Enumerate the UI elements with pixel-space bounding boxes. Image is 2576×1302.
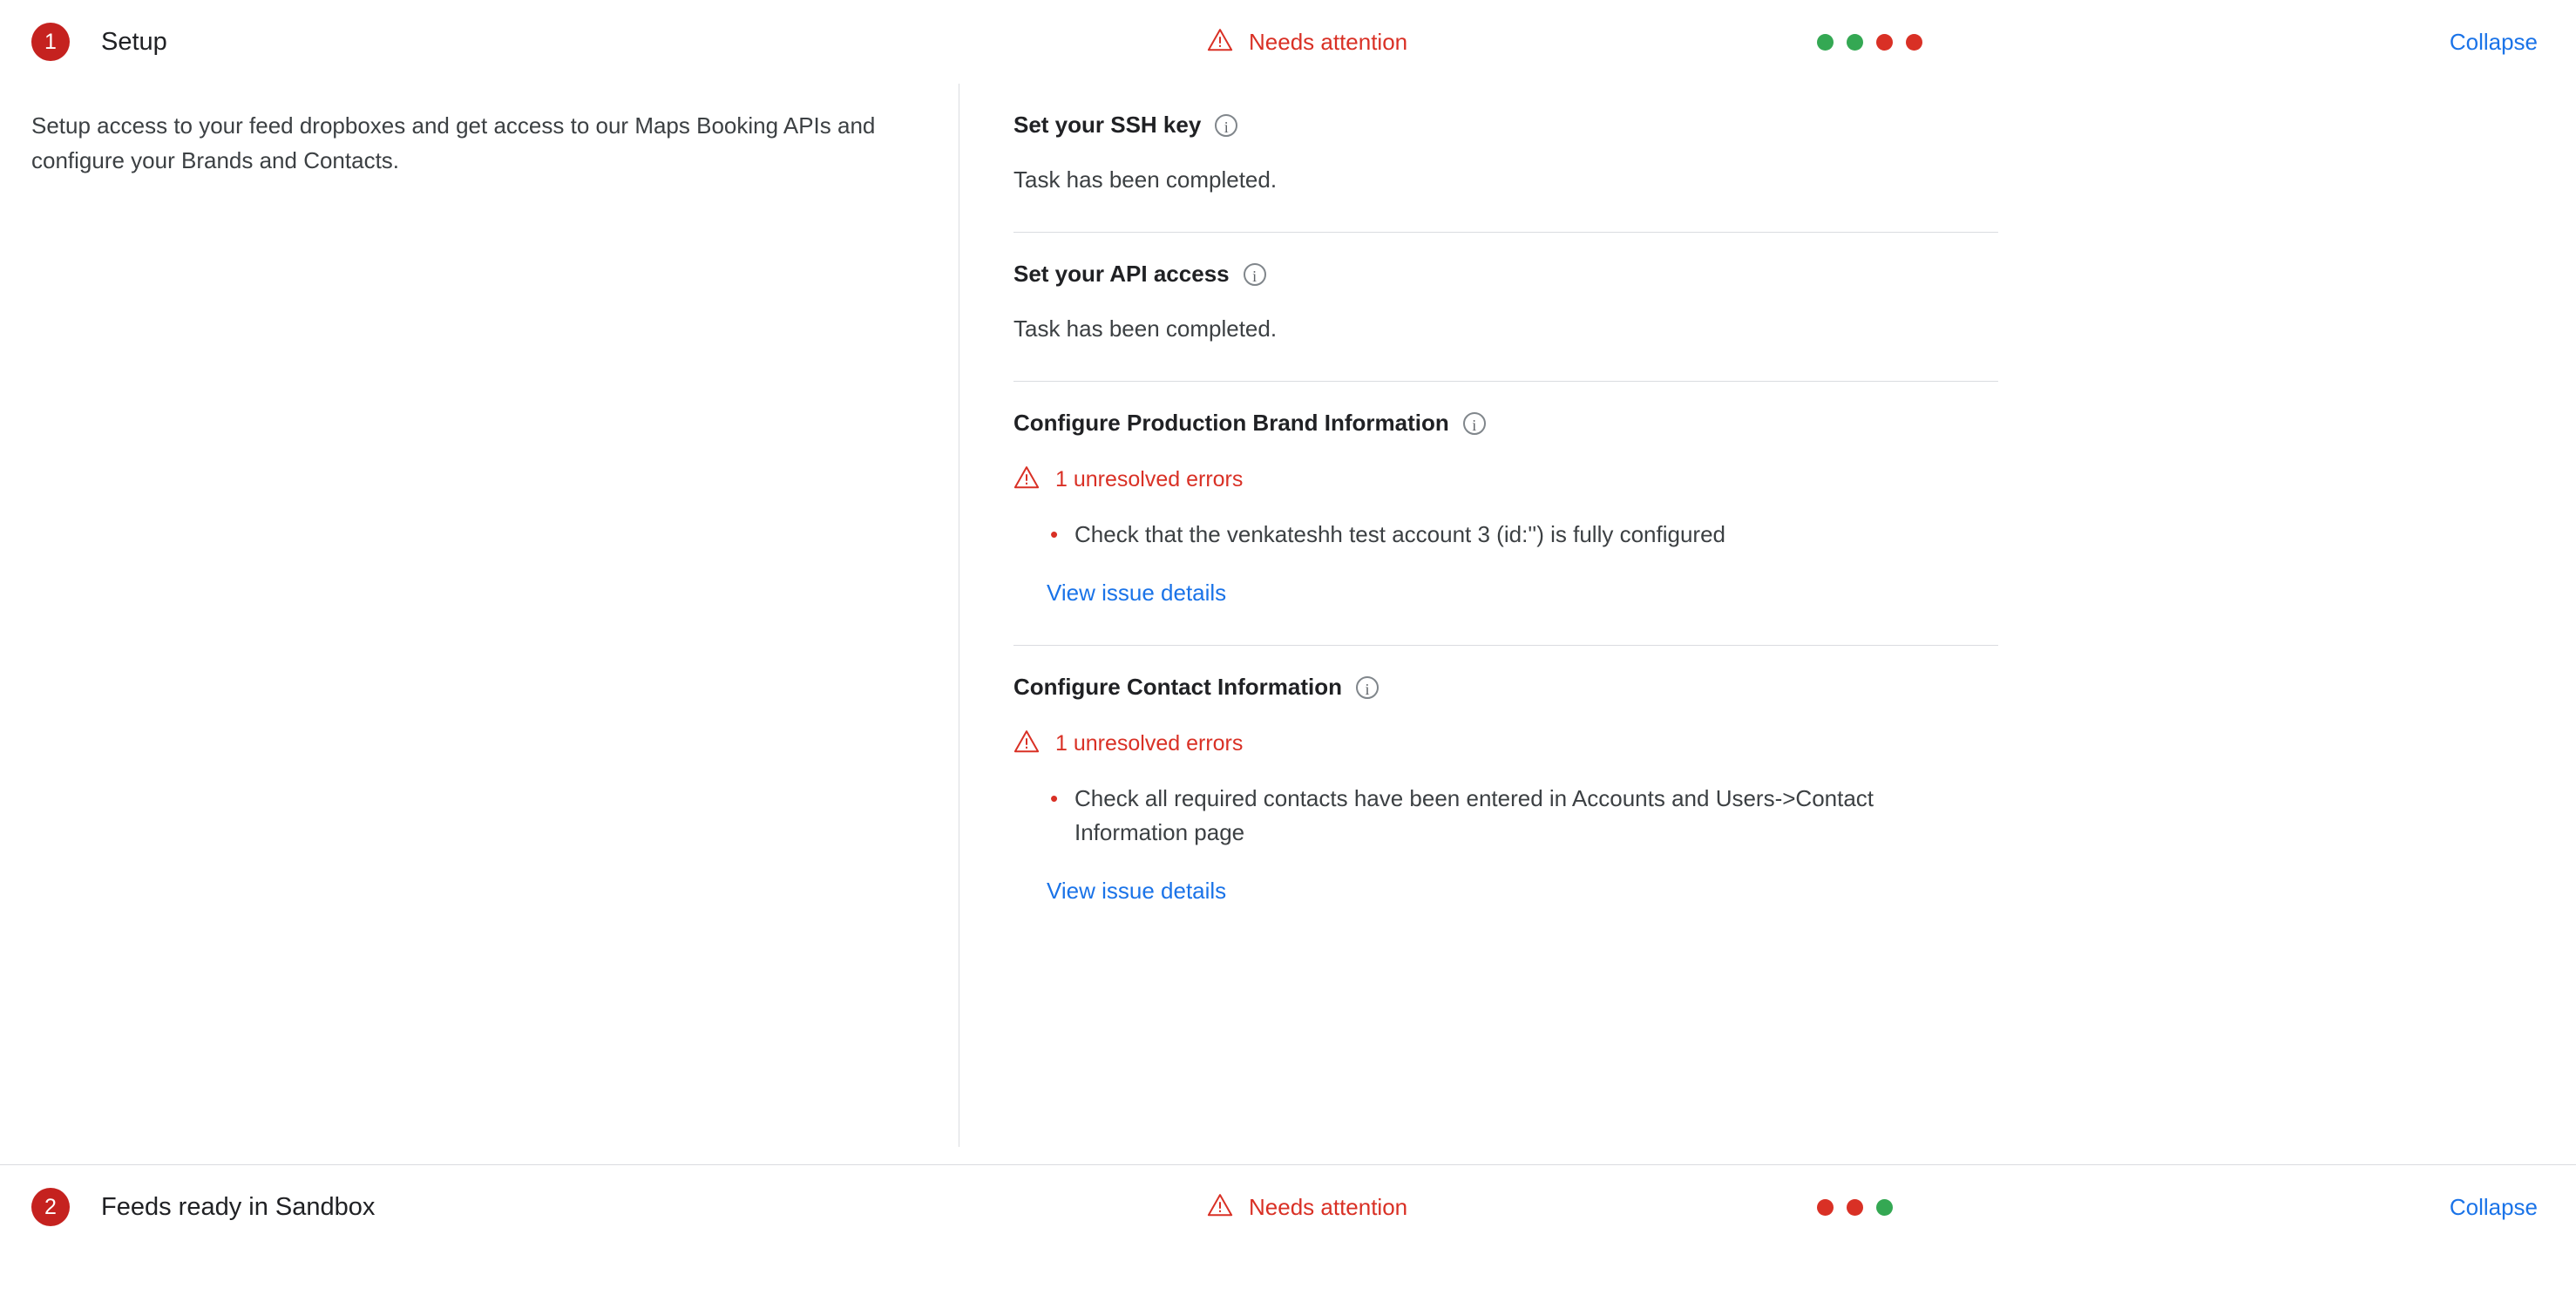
step-2-collapse-button[interactable]: Collapse <box>2449 1193 2538 1220</box>
task-api-access <box>1013 233 1998 382</box>
step-2-header <box>0 1165 2576 1249</box>
progress-dot <box>1847 1199 1863 1216</box>
warning-triangle-icon <box>1013 465 1040 495</box>
info-icon[interactable]: i <box>1215 114 1237 137</box>
step-1-status-text: Needs attention <box>1249 28 1408 55</box>
list-item: • Check that the venkateshh test account 3 (id:'') is fully configured <box>1074 518 1955 552</box>
step-1-progress-dots <box>1817 34 1922 51</box>
info-icon[interactable]: i <box>1356 676 1379 699</box>
step-1-number-badge: 1 <box>31 23 70 61</box>
task-header <box>1013 410 1998 437</box>
step-2-title: Feeds ready in Sandbox <box>101 1192 376 1221</box>
task-title: Set your API access <box>1013 261 1230 287</box>
progress-dot <box>1876 1199 1893 1216</box>
task-error-list <box>1013 782 1998 850</box>
info-icon[interactable]: i <box>1244 263 1266 286</box>
task-header <box>1013 112 1998 139</box>
step-1-description-column <box>0 84 959 1164</box>
step-2-progress-dots <box>1817 1199 1893 1216</box>
task-title: Configure Contact Information <box>1013 674 1342 700</box>
step-2-status <box>1207 1192 1407 1223</box>
task-production-brand-information <box>1013 382 1998 646</box>
progress-dot <box>1817 34 1834 51</box>
warning-triangle-icon <box>1207 1192 1233 1223</box>
view-issue-details-link[interactable]: View issue details <box>1047 878 1227 904</box>
task-contact-information <box>1013 646 1998 905</box>
task-status-text: Task has been completed. <box>1013 166 1278 193</box>
task-error-row <box>1013 729 1998 759</box>
task-ssh-key <box>1013 84 1998 233</box>
task-error-count: 1 unresolved errors <box>1055 467 1244 492</box>
progress-dot <box>1817 1199 1834 1216</box>
step-2-number-badge: 2 <box>31 1188 70 1226</box>
task-title: Set your SSH key <box>1013 112 1202 138</box>
task-error-row <box>1013 465 1998 495</box>
step-1-tasks-column <box>959 84 2576 1164</box>
step-1-body <box>0 84 2576 1164</box>
task-header <box>1013 261 1998 288</box>
warning-triangle-icon <box>1013 729 1040 759</box>
task-status-text: Task has been completed. <box>1013 315 1278 342</box>
step-1-description: Setup access to your feed dropboxes and get access to our Maps Booking APIs and configure your Brands and Contacts. <box>31 112 876 174</box>
list-item: • Check all required contacts have been entered in Accounts and Users->Contact Information page <box>1074 782 1955 850</box>
task-error-count: 1 unresolved errors <box>1055 731 1244 756</box>
task-header <box>1013 674 1998 701</box>
view-issue-details-link[interactable]: View issue details <box>1047 580 1227 606</box>
task-error-list <box>1013 518 1998 552</box>
step-1-header <box>0 0 2576 84</box>
step-1-title: Setup <box>101 27 167 56</box>
step-1-collapse-button[interactable]: Collapse <box>2449 28 2538 55</box>
task-title: Configure Production Brand Information <box>1013 410 1449 436</box>
step-1-status <box>1207 27 1407 58</box>
progress-dot <box>1906 34 1922 51</box>
step-2-status-text: Needs attention <box>1249 1193 1408 1220</box>
warning-triangle-icon <box>1207 27 1233 58</box>
info-icon[interactable]: i <box>1463 412 1486 435</box>
progress-dot <box>1876 34 1893 51</box>
progress-dot <box>1847 34 1863 51</box>
